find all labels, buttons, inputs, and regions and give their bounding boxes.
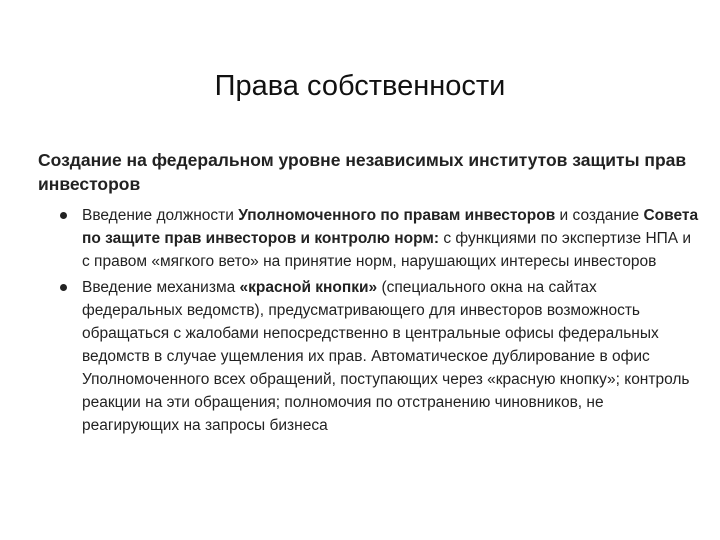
- bullet-item-2: [60, 276, 700, 437]
- lead-text: Создание на федеральном уровне независимых институтов защиты прав инвесторов: [38, 150, 687, 194]
- bullet-text-segment: с функциями по экспертизе НПА и с правом «мягкого вето» на принятие норм, нарушающих интересы инвесторов: [82, 230, 692, 270]
- bullet-dot-icon: [60, 212, 67, 219]
- bullet-text-segment: и создание: [555, 207, 644, 224]
- slide-title: Права собственности: [214, 70, 506, 102]
- bullet-list: [60, 204, 700, 440]
- bullet-text-segment: Введение механизма: [82, 279, 240, 296]
- bullet-text-segment-bold: Уполномоченного по правам инвесторов: [238, 207, 556, 224]
- bullet-text-segment-bold: Совета по защите прав инвесторов и контролю норм:: [82, 207, 699, 247]
- bullet-text-segment: Введение должности: [82, 207, 239, 224]
- bullet-dot-icon: [60, 284, 67, 291]
- bullet-text-segment: (специального окна на сайтах федеральных ведомств), предусматривающего для инвесторов возможность обращаться с жалобами непосредственно в центральные офисы федеральных ведомств в случае ущемления их прав. Автоматическое дублирование в офис Уполномоченного всех обращений, поступающих через «красную кнопку»; контроль реакции на эти обращения; полномочия по отстранению чиновников, не реагирующих на запросы бизнеса: [82, 279, 690, 434]
- bullet-item-1: [60, 204, 700, 273]
- bullet-text-segment-bold: «красной кнопки»: [239, 279, 378, 296]
